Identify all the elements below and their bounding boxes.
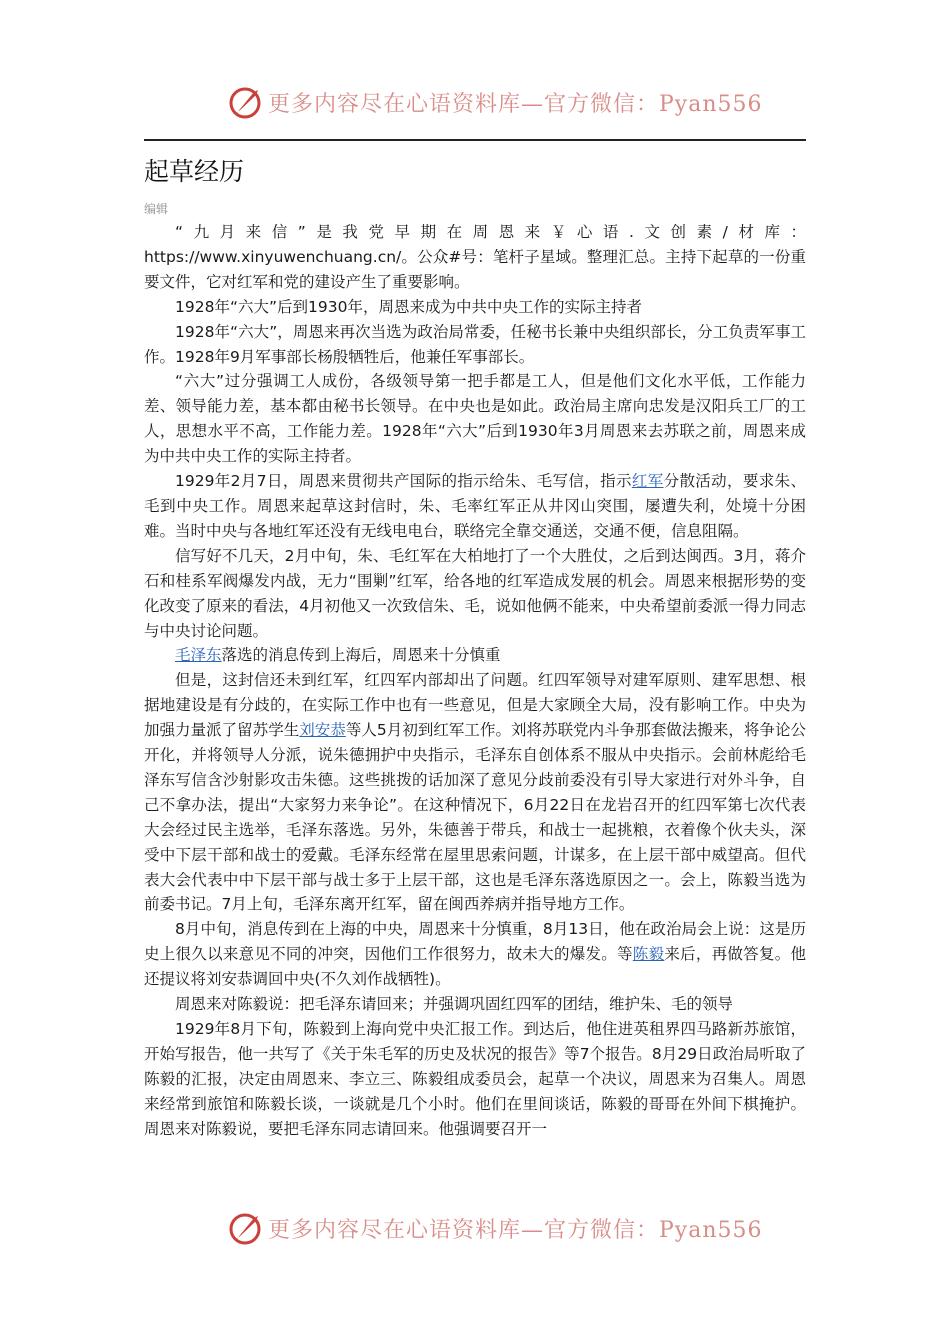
footer-banner <box>228 1208 763 1248</box>
link-mao-zedong[interactable]: 毛泽东 <box>175 646 222 665</box>
paragraph-text: 1929年2月7日，周恩来贯彻共产国际的指示给朱、毛写信，指示 <box>175 472 632 491</box>
header-banner-text: 更多内容尽在心语资料库—官方微信：Pyan556 <box>268 91 763 117</box>
paragraph-text: 来后，再做答复。他还提议将刘安恭调回中央(不久刘作战牺牲)。 <box>144 945 806 989</box>
quill-pen-logo-icon <box>228 84 264 120</box>
paragraph-text: 落选的消息传到上海后，周恩来十分慎重 <box>221 646 501 665</box>
header-divider <box>144 139 806 141</box>
paragraph-text: 8月中旬，消息传到在上海的中央，周恩来十分慎重，8月13日，他在政治局会上说：这是历史上很久以来意见不同的冲突，因他们工作很努力，故未大的爆发。等 <box>144 920 806 964</box>
quill-pen-logo-icon <box>228 1210 264 1246</box>
paragraph <box>144 469 806 544</box>
paragraph: 1928年“六大”，周恩来再次当选为政治局常委，任秘书长兼中央组织部长，分工负责军事工作。1928年9月军事部长杨殷牺牲后，他兼任军事部长。 <box>144 322 806 366</box>
footer-banner-text: 更多内容尽在心语资料库—官方微信：Pyan556 <box>268 1217 763 1243</box>
link-chen-yi[interactable]: 陈毅 <box>632 945 665 964</box>
link-hongjun[interactable]: 红军 <box>631 472 664 491</box>
paragraph: 周恩来对陈毅说：把毛泽东请回来；并强调巩固红四军的团结，维护朱、毛的领导 <box>175 995 734 1014</box>
link-liu-angong[interactable]: 刘安恭 <box>299 721 346 740</box>
header-banner <box>228 82 763 122</box>
paragraph: 1928年“六大”后到1930年，周恩来成为中共中央工作的实际主持者 <box>175 297 642 316</box>
paragraph: 1929年8月下旬，陈毅到上海向党中央汇报工作。到达后，他住进英租界四马路新苏旅馆，开始写报告，他一共写了《关于朱毛军的历史及状况的报告》等7个报告。8月29日政治局听取了陈毅的汇报，决定由周恩来、李立三、陈毅组成委员会，起草一个决议，周恩来为召集人。周恩来经常到旅馆和陈毅长谈，一谈就是几个小时。他们在里间谈话，陈毅的哥哥在外间下棋掩护。周恩来对陈毅说，要把毛泽东同志请回来。他强调要召开一 <box>144 1020 806 1138</box>
paragraph: “六大”过分强调工人成份，各级领导第一把手都是工人，但是他们文化水平低，工作能力差、领导能力差，基本都由秘书长领导。在中央也是如此。政治局主席向忠发是汉阳兵工厂的工人，思想水平不高，工作能力差。1928年“六大”后到1930年3月周恩来去苏联之前，周恩来成为中共中央工作的实际主持者。 <box>144 372 806 466</box>
paragraph <box>144 668 806 917</box>
paragraph-text: 等人5月初到红军工作。刘将苏联党内斗争那套做法搬来，将争论公开化，并将领导人分派，说朱德拥护中央指示，毛泽东自创体系不服从中央指示。会前林彪给毛泽东写信含沙射影攻击朱德。这些挑拨的话加深了意见分歧前委没有引导大家进行对外斗争，自己不拿办法，提出“大家努力来争论”。在这种情况下，6月22日在龙岩召开的红四军第七次代表大会经过民主选举，毛泽东落选。另外，朱德善于带兵，和战士一起挑粮，衣着像个伙夫头，深受中下层干部和战士的爱戴。毛泽东经常在屋里思索问题，计谋多，在上层干部中威望高。但代表大会代表中中下层干部与战士多于上层干部，这也是毛泽东落选原因之一。会上，陈毅当选为前委书记。7月上旬，毛泽东离开红军，留在闽西养病并指导地方工作。 <box>144 721 806 914</box>
paragraph <box>144 917 806 992</box>
paragraph-text: 分散活动，要求朱、毛到中央工作。周恩来起草这封信时，朱、毛率红军正从井冈山突围，屡遭失利，处境十分困难。当时中央与各地红军还没有无线电电台，联络完全靠交通送，交通不便，信息阻隔。 <box>144 472 806 540</box>
edit-link[interactable]: 编辑 <box>144 202 169 216</box>
paragraph-text: 但是，这封信还未到红军，红四军内部却出了问题。红四军领导对建军原则、建军思想、根据地建设是有分歧的，在实际工作中也有一些意见，但是大家顾全大局，没有影响工作。中央为加强力量派了留苏学生 <box>144 671 806 740</box>
article-body <box>144 220 806 1142</box>
paragraph: 信写好不几天，2月中旬，朱、毛红军在大柏地打了一个大胜仗，之后到达闽西。3月，蒋介石和桂系军阀爆发内战，无力“围剿”红军，给各地的红军造成发展的机会。周恩来根据形势的变化改变了原来的看法，4月初他又一次致信朱、毛，说如他俩不能来，中央希望前委派一得力同志与中央讨论问题。 <box>144 546 806 640</box>
paragraph: “九月来信”是我党早期在周恩来￥心语.文创素/材库：https://www.xinyuwenchuang.cn/。公众#号：笔杆子星域。整理汇总。主持下起草的一份重要文件，它对红军和党的建设产生了重要影响。 <box>144 223 806 291</box>
page-title: 起草经历 <box>144 157 245 186</box>
paragraph <box>144 643 806 668</box>
